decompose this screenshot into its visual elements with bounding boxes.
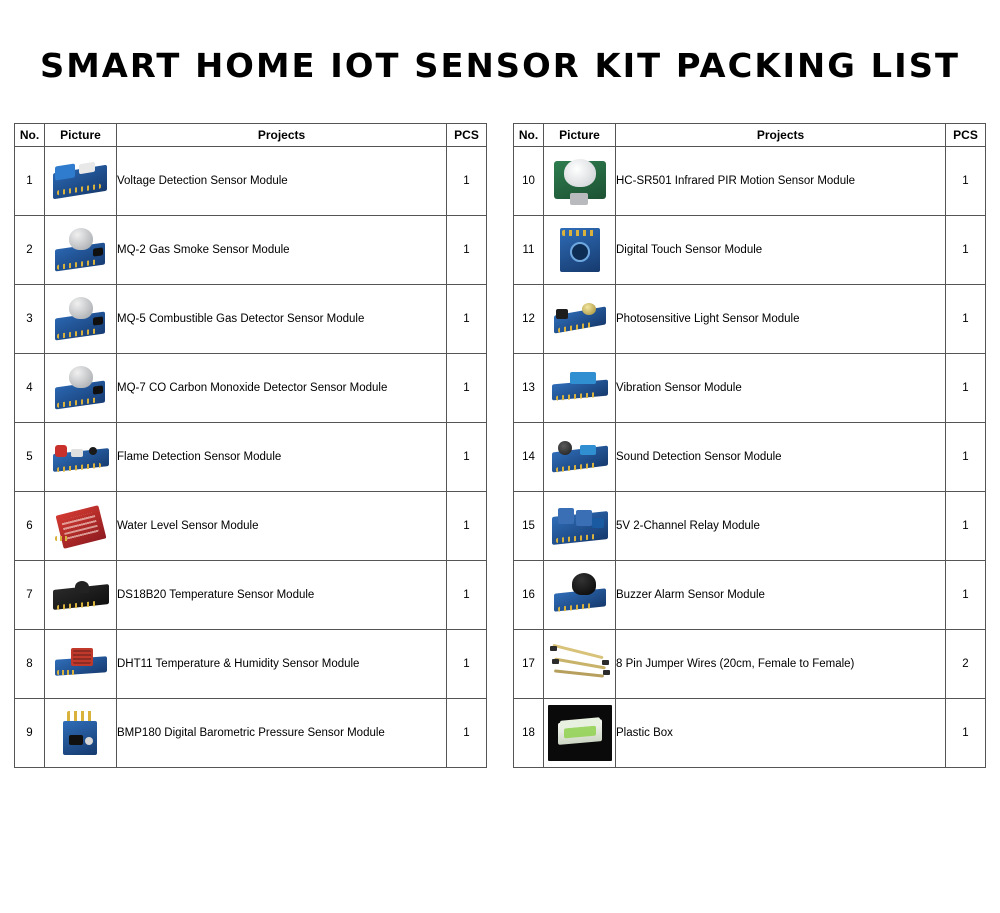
row-pcs: 1 [447, 492, 487, 561]
row-picture [45, 216, 117, 285]
row-picture [45, 630, 117, 699]
packing-table-left [14, 123, 487, 768]
row-picture [45, 699, 117, 768]
row-picture [45, 492, 117, 561]
row-project: Buzzer Alarm Sensor Module [616, 561, 946, 630]
header-pcs: PCS [447, 124, 487, 147]
row-no: 9 [15, 699, 45, 768]
page-title: SMART HOME IOT SENSOR KIT PACKING LIST [39, 46, 961, 85]
row-picture [45, 561, 117, 630]
row-no: 15 [514, 492, 544, 561]
row-picture [544, 216, 616, 285]
photosensitive-light-sensor-module-photo [548, 289, 612, 349]
table-row [15, 147, 487, 216]
row-pcs: 1 [946, 354, 986, 423]
row-pcs: 1 [946, 492, 986, 561]
row-pcs: 1 [447, 699, 487, 768]
table-row [514, 492, 986, 561]
table-row [15, 630, 487, 699]
row-pcs: 2 [946, 630, 986, 699]
row-project: 8 Pin Jumper Wires (20cm, Female to Female) [616, 630, 946, 699]
row-picture [544, 354, 616, 423]
row-pcs: 1 [447, 354, 487, 423]
row-no: 3 [15, 285, 45, 354]
row-pcs: 1 [946, 561, 986, 630]
row-project: BMP180 Digital Barometric Pressure Sensor Module [117, 699, 447, 768]
hc-sr501-infrared-pir-motion-sensor-module-photo [548, 151, 612, 211]
row-picture [544, 147, 616, 216]
table-row [15, 354, 487, 423]
row-no: 14 [514, 423, 544, 492]
row-picture [544, 492, 616, 561]
packing-list-page [0, 46, 1000, 913]
row-pcs: 1 [447, 216, 487, 285]
mq5-combustible-gas-detector-sensor-module-photo [49, 289, 113, 349]
table-row [514, 216, 986, 285]
mq2-gas-smoke-sensor-module-photo [49, 220, 113, 280]
row-project: Flame Detection Sensor Module [117, 423, 447, 492]
voltage-detection-sensor-module-photo [49, 151, 113, 211]
row-pcs: 1 [447, 561, 487, 630]
table-header-row [514, 124, 986, 147]
row-pcs: 1 [447, 285, 487, 354]
table-row [15, 492, 487, 561]
row-pcs: 1 [946, 699, 986, 768]
row-no: 11 [514, 216, 544, 285]
row-no: 12 [514, 285, 544, 354]
row-pcs: 1 [946, 423, 986, 492]
row-project: Water Level Sensor Module [117, 492, 447, 561]
header-picture: Picture [45, 124, 117, 147]
row-picture [544, 561, 616, 630]
header-projects: Projects [616, 124, 946, 147]
vibration-sensor-module-photo [548, 358, 612, 418]
sound-detection-sensor-module-photo [548, 427, 612, 487]
row-project: MQ-5 Combustible Gas Detector Sensor Module [117, 285, 447, 354]
water-level-sensor-module-photo [49, 496, 113, 556]
table-row [514, 561, 986, 630]
plastic-box-photo [548, 703, 612, 763]
digital-touch-sensor-module-photo [548, 220, 612, 280]
header-picture: Picture [544, 124, 616, 147]
ds18b20-temperature-sensor-module-photo [49, 565, 113, 625]
row-picture [45, 423, 117, 492]
row-no: 10 [514, 147, 544, 216]
table-row [514, 699, 986, 768]
row-project: MQ-7 CO Carbon Monoxide Detector Sensor Module [117, 354, 447, 423]
row-picture [544, 423, 616, 492]
row-no: 18 [514, 699, 544, 768]
row-pcs: 1 [946, 147, 986, 216]
row-picture [45, 147, 117, 216]
row-project: 5V 2-Channel Relay Module [616, 492, 946, 561]
bmp180-digital-barometric-pressure-sensor-module-photo [49, 703, 113, 763]
table-row [514, 630, 986, 699]
table-row [15, 699, 487, 768]
table-row [514, 354, 986, 423]
row-pcs: 1 [946, 216, 986, 285]
header-pcs: PCS [946, 124, 986, 147]
dht11-temperature-humidity-sensor-module-photo [49, 634, 113, 694]
row-project: HC-SR501 Infrared PIR Motion Sensor Module [616, 147, 946, 216]
table-row [514, 147, 986, 216]
row-project: MQ-2 Gas Smoke Sensor Module [117, 216, 447, 285]
row-no: 5 [15, 423, 45, 492]
row-no: 6 [15, 492, 45, 561]
header-no: No. [514, 124, 544, 147]
row-pcs: 1 [946, 285, 986, 354]
row-no: 2 [15, 216, 45, 285]
table-row [514, 423, 986, 492]
row-project: Digital Touch Sensor Module [616, 216, 946, 285]
header-projects: Projects [117, 124, 447, 147]
5v-2-channel-relay-module-photo [548, 496, 612, 556]
row-project: DHT11 Temperature & Humidity Sensor Module [117, 630, 447, 699]
row-pcs: 1 [447, 147, 487, 216]
row-project: Plastic Box [616, 699, 946, 768]
table-row [15, 216, 487, 285]
mq7-co-carbon-monoxide-detector-sensor-module-photo [49, 358, 113, 418]
table-row [15, 423, 487, 492]
row-no: 16 [514, 561, 544, 630]
row-no: 7 [15, 561, 45, 630]
row-project: Vibration Sensor Module [616, 354, 946, 423]
8-pin-jumper-wires-photo [548, 634, 612, 694]
table-row [514, 285, 986, 354]
header-no: No. [15, 124, 45, 147]
row-no: 1 [15, 147, 45, 216]
row-project: Voltage Detection Sensor Module [117, 147, 447, 216]
table-header-row [15, 124, 487, 147]
buzzer-alarm-sensor-module-photo [548, 565, 612, 625]
row-picture [544, 699, 616, 768]
table-row [15, 561, 487, 630]
row-no: 17 [514, 630, 544, 699]
row-no: 4 [15, 354, 45, 423]
row-no: 13 [514, 354, 544, 423]
row-pcs: 1 [447, 423, 487, 492]
row-picture [45, 285, 117, 354]
row-project: Sound Detection Sensor Module [616, 423, 946, 492]
row-project: DS18B20 Temperature Sensor Module [117, 561, 447, 630]
flame-detection-sensor-module-photo [49, 427, 113, 487]
row-pcs: 1 [447, 630, 487, 699]
tables-container [0, 123, 1000, 768]
packing-table-right [513, 123, 986, 768]
row-no: 8 [15, 630, 45, 699]
row-picture [544, 285, 616, 354]
row-picture [544, 630, 616, 699]
table-row [15, 285, 487, 354]
row-project: Photosensitive Light Sensor Module [616, 285, 946, 354]
row-picture [45, 354, 117, 423]
